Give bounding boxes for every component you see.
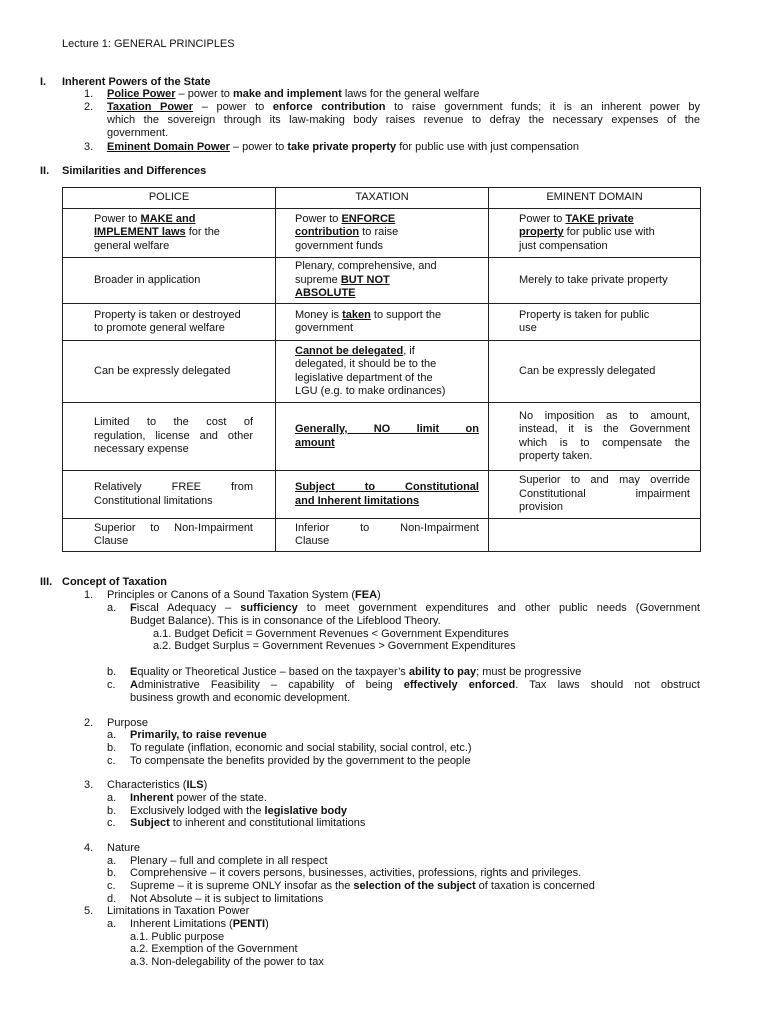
list-letter: d. [107,893,117,905]
column-header-police: POLICE [63,188,276,209]
purpose-item: To regulate (inflation, economic and social stability, social control, etc.) [130,742,472,754]
list-number: 2. [84,101,94,113]
comparison-table [62,187,701,552]
fiscal-adequacy-item: Fiscal Adequacy – sufficiency to meet government expenditures and other public needs (Government [130,602,700,614]
table-cell: No imposition as to amount, instead, it is the Government which is to compensate the property taken. [489,403,701,471]
table-cell: Cannot be delegated, if delegated, it should be to the legislative department of the LGU (e.g. to make ordinances) [276,341,489,403]
table-cell: Broader in application [63,258,276,304]
budget-deficit-item: a.1. Budget Deficit = Government Revenues < Government Expenditures [153,628,509,640]
table-cell: Limited to the cost of regulation, license and other necessary expense [63,403,276,471]
limitations-heading: Limitations in Taxation Power [107,905,250,917]
limitation-subitem: a.2. Exemption of the Government [130,943,298,955]
list-number: 2. [84,717,94,729]
inherent-limitations-item: Inherent Limitations (PENTI) [130,918,269,930]
list-item-continuation: business growth and economic development. [130,692,351,704]
characteristics-heading: Characteristics (ILS) [107,779,208,791]
table-cell: Relatively FREE from Constitutional limitations [63,471,276,519]
list-letter: a. [107,855,117,867]
table-cell: Plenary, comprehensive, and supreme BUT NOT ABSOLUTE [276,258,489,304]
list-number: 1. [84,88,94,100]
list-item-eminent-domain: Eminent Domain Power – power to take private property for public use with just compensation [107,141,579,153]
table-cell: Can be expressly delegated [489,341,701,403]
table-cell: Superior to and may override Constitutional impairment provision [489,471,701,519]
table-row [63,471,701,519]
purpose-item: Primarily, to raise revenue [130,729,267,741]
table-row [63,209,701,258]
list-letter: b. [107,867,117,879]
equality-item: Equality or Theoretical Justice – based on the taxpayer’s ability to pay; must be progressive [130,666,582,678]
section-2-heading: Similarities and Differences [62,165,207,177]
table-cell [489,519,701,552]
budget-surplus-item: a.2. Budget Surplus = Government Revenues > Government Expenditures [153,640,516,652]
characteristics-item: Exclusively lodged with the legislative body [130,805,348,817]
administrative-feasibility-item: Administrative Feasibility – capability of being effectively enforced. Tax laws should not obstruct [130,679,700,691]
section-2-number: II. [40,165,50,177]
nature-item: Plenary – full and complete in all respect [130,855,328,867]
limitation-subitem: a.3. Non-delegability of the power to tax [130,956,324,968]
characteristics-item: Subject to inherent and constitutional limitations [130,817,366,829]
table-cell: Power to TAKE private property for public use with just compensation [489,209,701,258]
nature-item: Comprehensive – it covers persons, businesses, activities, professions, rights and privileges. [130,867,582,879]
limitation-subitem: a.1. Public purpose [130,931,225,943]
purpose-heading: Purpose [107,717,148,729]
list-letter: c. [107,755,116,767]
list-item-police-power: Police Power – power to make and implement laws for the general welfare [107,88,480,100]
table-cell: Power to MAKE and IMPLEMENT laws for the general welfare [63,209,276,258]
table-cell: Can be expressly delegated [63,341,276,403]
list-letter: c. [107,679,116,691]
list-letter: b. [107,742,117,754]
table-cell: Merely to take private property [489,258,701,304]
list-letter: a. [107,918,117,930]
canons-heading: Principles or Canons of a Sound Taxation System (FEA) [107,589,381,601]
column-header-eminent-domain: EMINENT DOMAIN [489,188,701,209]
table-cell: Subject to Constitutional and Inherent limitations [276,471,489,519]
section-3-heading: Concept of Taxation [62,576,167,588]
table-row [63,403,701,471]
list-letter: a. [107,729,117,741]
table-cell: Power to ENFORCE contribution to raise government funds [276,209,489,258]
table-row [63,519,701,552]
list-letter: c. [107,817,116,829]
table-row [63,304,701,341]
list-number: 1. [84,589,94,601]
nature-item: Not Absolute – it is subject to limitations [130,893,324,905]
list-letter: a. [107,792,117,804]
characteristics-item: Inherent power of the state. [130,792,267,804]
list-item-continuation: government. [107,127,169,139]
section-3-number: III. [40,576,53,588]
table-cell: Property is taken or destroyed to promote general welfare [63,304,276,341]
list-letter: c. [107,880,116,892]
list-number: 5. [84,905,94,917]
table-row [63,258,701,304]
table-cell: Inferior to Non-Impairment Clause [276,519,489,552]
section-1-heading: Inherent Powers of the State [62,76,211,88]
list-letter: b. [107,666,117,678]
nature-item: Supreme – it is supreme ONLY insofar as the selection of the subject of taxation is concerned [130,880,595,892]
table-cell: Superior to Non-Impairment Clause [63,519,276,552]
list-item-continuation: which the sovereign through its law-making body raises revenue to defray the necessary expenses of the [107,114,700,126]
nature-heading: Nature [107,842,141,854]
list-letter: a. [107,602,117,614]
table-header-row [63,188,701,209]
table-cell: Generally, NO limit on amount [276,403,489,471]
list-number: 3. [84,141,94,153]
list-number: 3. [84,779,94,791]
list-item-continuation: Budget Balance). This is in consonance of the Lifeblood Theory. [130,615,441,627]
table-row [63,341,701,403]
document-title: Lecture 1: GENERAL PRINCIPLES [62,38,235,50]
section-1-number: I. [40,76,47,88]
list-letter: b. [107,805,117,817]
list-number: 4. [84,842,94,854]
list-item-taxation-power: Taxation Power – power to enforce contribution to raise government funds; it is an inherent power by [107,101,701,113]
table-cell: Property is taken for public use [489,304,701,341]
purpose-item: To compensate the benefits provided by the government to the people [130,755,471,767]
table-cell: Money is taken to support the government [276,304,489,341]
column-header-taxation: TAXATION [276,188,489,209]
